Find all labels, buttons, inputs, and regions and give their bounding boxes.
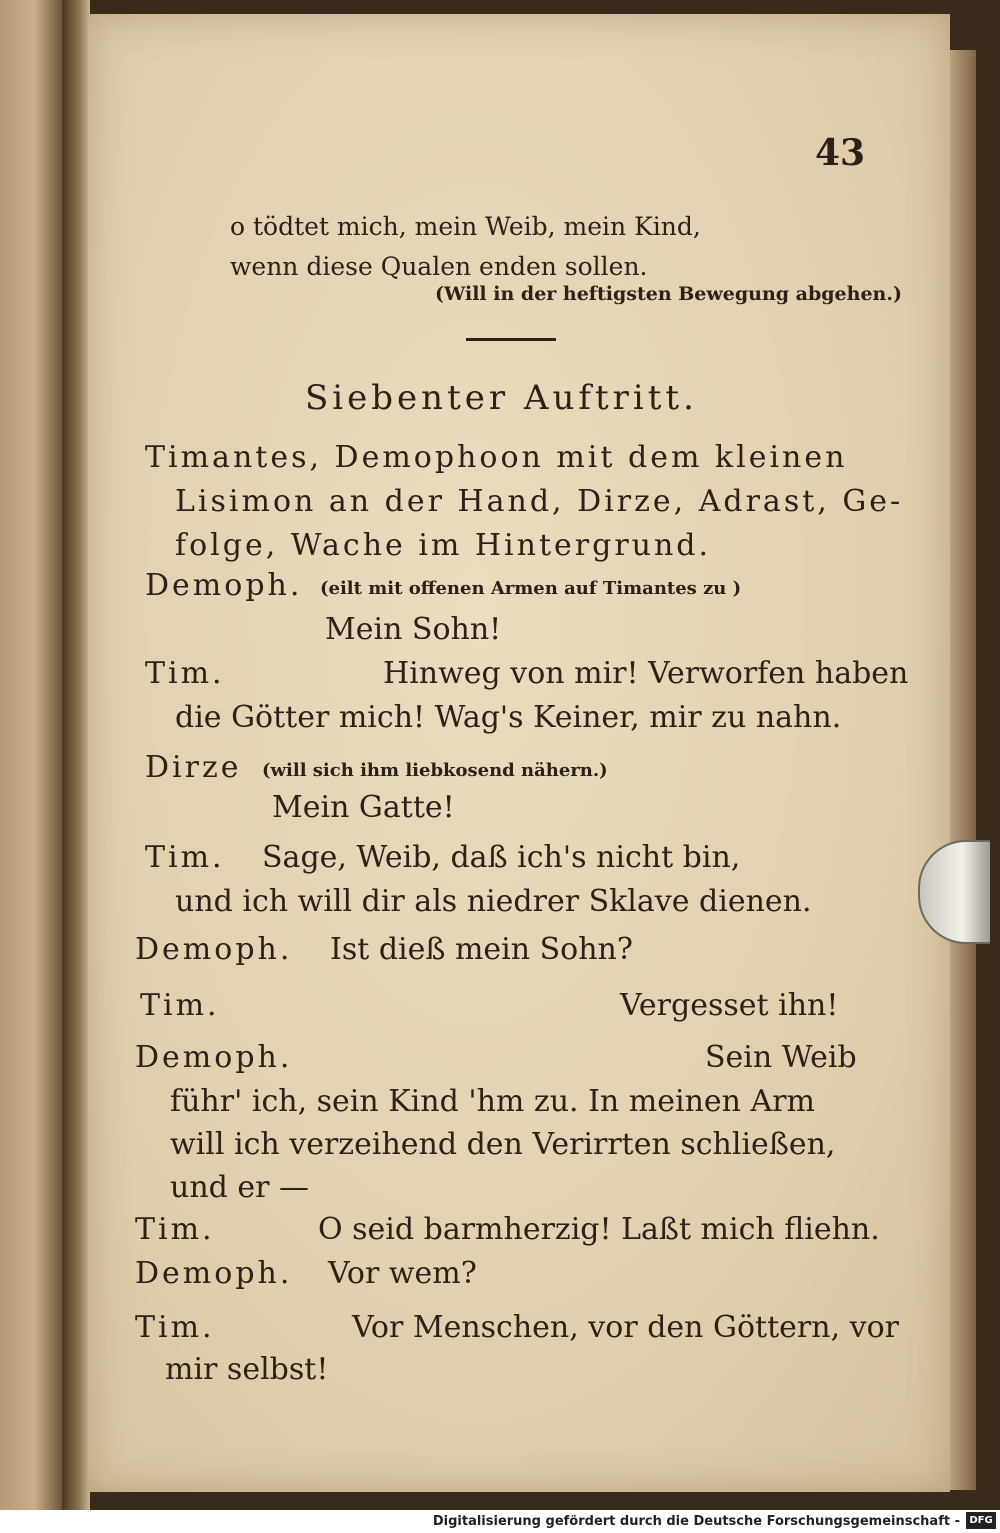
speaker: Tim. <box>145 656 225 691</box>
dialogue-line: führ' ich, sein Kind 'hm zu. In meinen Arm <box>170 1084 815 1119</box>
section-rule <box>466 338 556 341</box>
dialogue-line: mir selbst! <box>165 1352 329 1387</box>
book-spine <box>62 0 90 1510</box>
dialogue-line: Vor wem? <box>328 1256 477 1291</box>
speaker: Demoph. <box>135 1256 293 1291</box>
footer-credit: Digitalisierung gefördert durch die Deutsche Forschungsgemeinschaft - <box>432 1514 960 1529</box>
stage-direction: (will sich ihm liebkosend nähern.) <box>262 760 608 781</box>
stage-direction: (Will in der heftigsten Bewegung abgehen.) <box>435 283 902 305</box>
dialogue-line: Ist dieß mein Sohn? <box>330 932 633 967</box>
verse-line: o tödtet mich, mein Weib, mein Kind, <box>230 212 701 241</box>
dialogue-line: will ich verzeihend den Verirrten schließen, <box>170 1127 836 1162</box>
dialogue-line: Vergesset ihn! <box>620 988 839 1023</box>
speaker: Tim. <box>145 840 225 875</box>
speaker: Tim. <box>140 988 220 1023</box>
dialogue-line: Sage, Weib, daß ich's nicht bin, <box>262 840 741 875</box>
dialogue-line: und ich will dir als niedrer Sklave dienen. <box>175 884 812 919</box>
dialogue-line: Mein Gatte! <box>272 790 455 825</box>
speaker: Demoph. <box>135 932 293 967</box>
dialogue-line: Hinweg von mir! Verworfen haben <box>383 656 909 691</box>
stage-direction: (eilt mit offenen Armen auf Timantes zu ) <box>320 578 742 599</box>
cast-line: Timantes, Demophoon mit dem kleinen <box>145 440 848 475</box>
cast-line: folge, Wache im Hintergrund. <box>175 528 712 563</box>
left-page-edge <box>0 0 62 1510</box>
verse-line: wenn diese Qualen enden sollen. <box>230 252 648 281</box>
cast-line: Lisimon an der Hand, Dirze, Adrast, Ge- <box>175 484 904 519</box>
page-number: 43 <box>815 132 866 174</box>
speaker: Demoph. <box>145 568 303 603</box>
page-stack-edge <box>950 50 976 1490</box>
dialogue-line: und er — <box>170 1170 310 1205</box>
scene-heading: Siebenter Auftritt. <box>305 378 698 418</box>
dfg-logo: DFG <box>966 1512 996 1529</box>
speaker: Tim. <box>135 1310 215 1345</box>
dialogue-line: Mein Sohn! <box>325 612 502 647</box>
dialogue-line: die Götter mich! Wag's Keiner, mir zu nahn. <box>175 700 842 735</box>
speaker: Dirze <box>145 750 242 785</box>
dialogue-line: Sein Weib <box>705 1040 857 1075</box>
dialogue-line: Vor Menschen, vor den Göttern, vor <box>352 1310 899 1345</box>
speaker: Tim. <box>135 1212 215 1247</box>
speaker: Demoph. <box>135 1040 293 1075</box>
dialogue-line: O seid barmherzig! Laßt mich fliehn. <box>318 1212 880 1247</box>
